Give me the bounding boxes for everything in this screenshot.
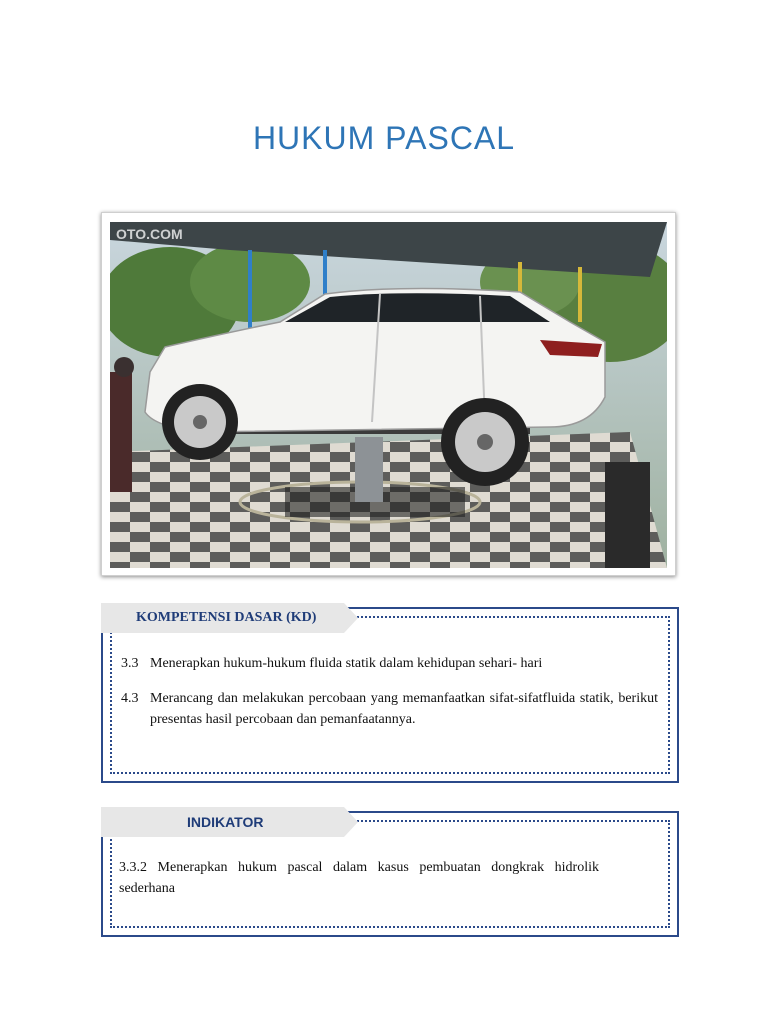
watermark: OTO.COM bbox=[116, 226, 183, 242]
car-lift-illustration bbox=[110, 222, 667, 568]
car-lift-photo bbox=[101, 212, 676, 576]
indikator-tab bbox=[101, 807, 344, 837]
kd-item-number: 3.3 bbox=[121, 656, 139, 671]
kd-item-1 bbox=[121, 653, 658, 674]
kd-item-text: Menerapkan hukum-hukum fluida statik dalam kehidupan sehari- hari bbox=[150, 656, 543, 671]
indikator-item-number: 3.3.2 bbox=[119, 860, 147, 875]
indikator-heading: INDIKATOR bbox=[187, 814, 264, 830]
page-title: HUKUM PASCAL bbox=[252, 120, 516, 156]
kd-item-2 bbox=[121, 688, 658, 730]
kd-item-number: 4.3 bbox=[121, 691, 139, 706]
kd-item-text: Merancang dan melakukan percobaan yang memanfaatkan sifat-sifatfluida statik, berikut presentas hasil percobaan dan pemanfaatannya. bbox=[150, 691, 658, 727]
kompetensi-heading: KOMPETENSI DASAR (KD) bbox=[136, 610, 317, 625]
indikator-item-text: Menerapkan hukum pascal dalam kasus pembuatan dongkrak hidrolik sederhana bbox=[119, 860, 600, 896]
indikator-item-1 bbox=[119, 857, 599, 899]
kompetensi-tab bbox=[101, 603, 344, 633]
kompetensi-panel bbox=[101, 607, 679, 783]
